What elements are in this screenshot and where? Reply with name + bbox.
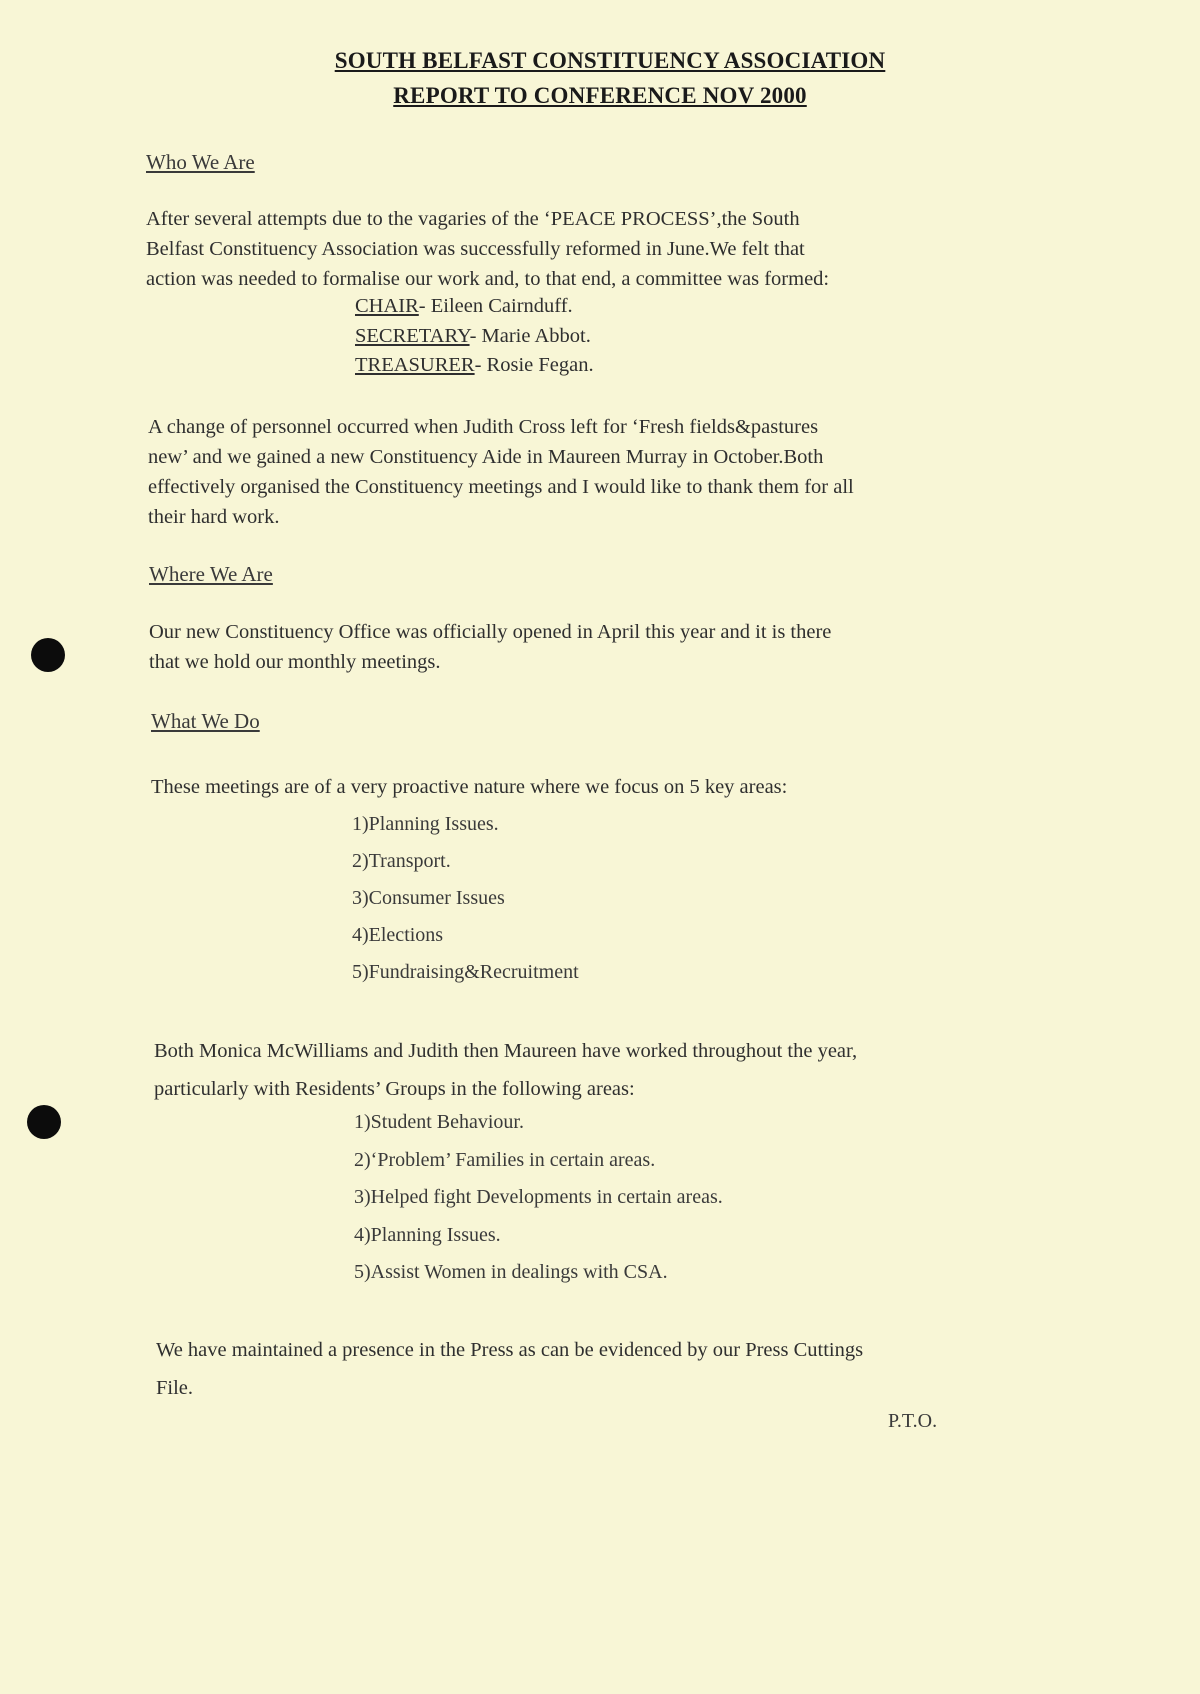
committee-treasurer xyxy=(355,354,594,377)
list-item: 3)Helped fight Developments in certain areas. xyxy=(354,1186,723,1208)
role-label: SECRETARY xyxy=(355,325,470,347)
list-item: 1)Student Behaviour. xyxy=(354,1111,524,1133)
paragraph-line: their hard work. xyxy=(148,506,280,528)
role-name: - Rosie Fegan. xyxy=(474,354,594,376)
role-label: CHAIR xyxy=(355,295,419,317)
paragraph-line: action was needed to formalise our work and, to that end, a committee was formed: xyxy=(146,268,830,290)
where-we-are-paragraph xyxy=(149,617,831,677)
heading-where-we-are: Where We Are xyxy=(149,562,273,586)
committee-secretary xyxy=(355,325,591,348)
punch-hole xyxy=(31,638,65,672)
punch-hole xyxy=(27,1105,61,1139)
who-we-are-paragraph xyxy=(146,204,829,294)
personnel-paragraph xyxy=(148,412,854,532)
role-label: TREASURER xyxy=(355,354,475,376)
paragraph-line: that we hold our monthly meetings. xyxy=(149,651,441,673)
paragraph-line: After several attempts due to the vagaries of the ‘PEACE PROCESS’,the South xyxy=(146,208,800,230)
list-item: 2)‘Problem’ Families in certain areas. xyxy=(354,1149,656,1171)
list-item: 4)Planning Issues. xyxy=(354,1224,501,1246)
role-name: - Marie Abbot. xyxy=(469,325,591,347)
residents-paragraph xyxy=(154,1032,857,1108)
list-item: 4)Elections xyxy=(352,924,444,946)
list-item: 3)Consumer Issues xyxy=(352,887,505,909)
paragraph-line: Our new Constituency Office was officially opened in April this year and it is there xyxy=(149,621,832,643)
paragraph-line: Belfast Constituency Association was successfully reformed in June.We felt that xyxy=(146,238,805,260)
document-subtitle: REPORT TO CONFERENCE NOV 2000 xyxy=(393,83,807,108)
heading-who-we-are: Who We Are xyxy=(146,150,255,174)
press-paragraph xyxy=(156,1331,863,1407)
list-item: 2)Transport. xyxy=(352,850,451,872)
paragraph-line: A change of personnel occurred when Judith Cross left for ‘Fresh fields&pastures xyxy=(148,416,819,438)
paragraph-line: effectively organised the Constituency meetings and I would like to thank them for all xyxy=(148,476,854,498)
paragraph-line: Both Monica McWilliams and Judith then Maureen have worked throughout the year, xyxy=(154,1040,858,1062)
list-item: 5)Assist Women in dealings with CSA. xyxy=(354,1261,668,1283)
role-name: - Eileen Cairnduff. xyxy=(418,295,573,317)
what-we-do-intro: These meetings are of a very proactive nature where we focus on 5 key areas: xyxy=(151,776,788,798)
list-item: 5)Fundraising&Recruitment xyxy=(352,961,579,983)
document-title: SOUTH BELFAST CONSTITUENCY ASSOCIATION xyxy=(334,48,886,73)
committee-chair xyxy=(355,295,573,318)
paragraph-line: new’ and we gained a new Constituency Aide in Maureen Murray in October.Both xyxy=(148,446,824,468)
heading-what-we-do: What We Do xyxy=(151,709,260,733)
paragraph-line: File. xyxy=(156,1377,194,1399)
paragraph-line: We have maintained a presence in the Press as can be evidenced by our Press Cuttings xyxy=(156,1339,864,1361)
list-item: 1)Planning Issues. xyxy=(352,813,499,835)
pto-label: P.T.O. xyxy=(888,1410,938,1432)
paragraph-line: particularly with Residents’ Groups in the following areas: xyxy=(154,1078,635,1100)
